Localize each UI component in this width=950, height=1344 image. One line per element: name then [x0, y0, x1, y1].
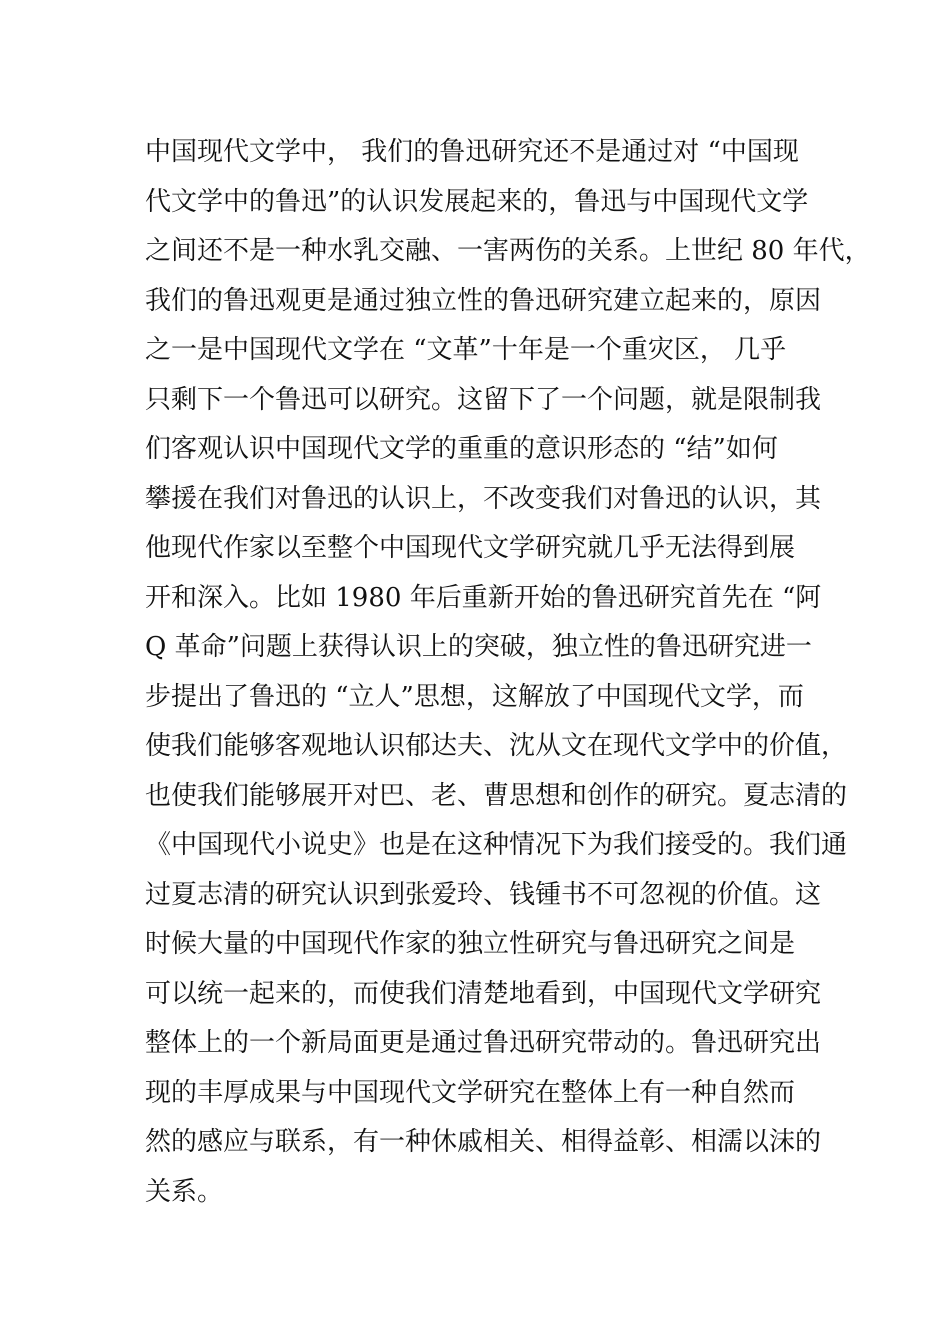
text-line: 《中国现代小说史》也是在这种情况下为我们接受的。我们通 [145, 830, 848, 860]
text-line: 过夏志清的研究认识到张爱玲、钱锺书不可忽视的价值。这 [145, 879, 822, 910]
text-line: 中国现代文学中， 我们的鲁迅研究还不是通过对 “中国现 [145, 137, 799, 167]
text-line: 使我们能够客观地认识郁达夫、沈从文在现代文学中的价值， [145, 731, 848, 761]
text-line: 我们的鲁迅观更是通过独立性的鲁迅研究建立起来的，原因 [145, 285, 822, 316]
text-line: 现的丰厚成果与中国现代文学研究在整体上有一种自然而 [145, 1077, 796, 1108]
text-line: Q 革命”问题上获得认识上的突破，独立性的鲁迅研究进一 [145, 632, 812, 662]
text-line: 只剩下一个鲁迅可以研究。这留下了一个问题，就是限制我 [145, 384, 822, 415]
text-line: 整体上的一个新局面更是通过鲁迅研究带动的。鲁迅研究出 [145, 1028, 822, 1058]
text-line: 可以统一起来的，而使我们清楚地看到，中国现代文学研究 [145, 978, 822, 1009]
text-line: 然的感应与联系，有一种休戚相关、相得益彰、相濡以沫的 [145, 1127, 822, 1157]
text-line: 他现代作家以至整个中国现代文学研究就几乎无法得到展 [145, 533, 796, 563]
text-line: 攀援在我们对鲁迅的认识上，不改变我们对鲁迅的认识，其 [145, 483, 822, 514]
text-line: 们客观认识中国现代文学的重重的意识形态的 “结”如何 [145, 434, 778, 464]
text-line: 代文学中的鲁迅”的认识发展起来的，鲁迅与中国现代文学 [145, 186, 809, 217]
text-line: 关系。 [145, 1176, 224, 1207]
body-paragraph [145, 128, 871, 1217]
text-line: 之一是中国现代文学在 “文革”十年是一个重灾区， 几乎 [145, 335, 787, 365]
text-line: 时候大量的中国现代作家的独立性研究与鲁迅研究之间是 [145, 929, 796, 959]
text-line: 步提出了鲁迅的 “立人”思想，这解放了中国现代文学，而 [145, 681, 804, 712]
text-line: 开和深入。比如 1980 年后重新开始的鲁迅研究首先在 “阿 [145, 582, 822, 613]
text-line: 也使我们能够展开对巴、老、曹思想和创作的研究。夏志清的 [145, 780, 848, 811]
text-line: 之间还不是一种水乳交融、一害两伤的关系。上世纪 80 年代， [145, 236, 871, 266]
